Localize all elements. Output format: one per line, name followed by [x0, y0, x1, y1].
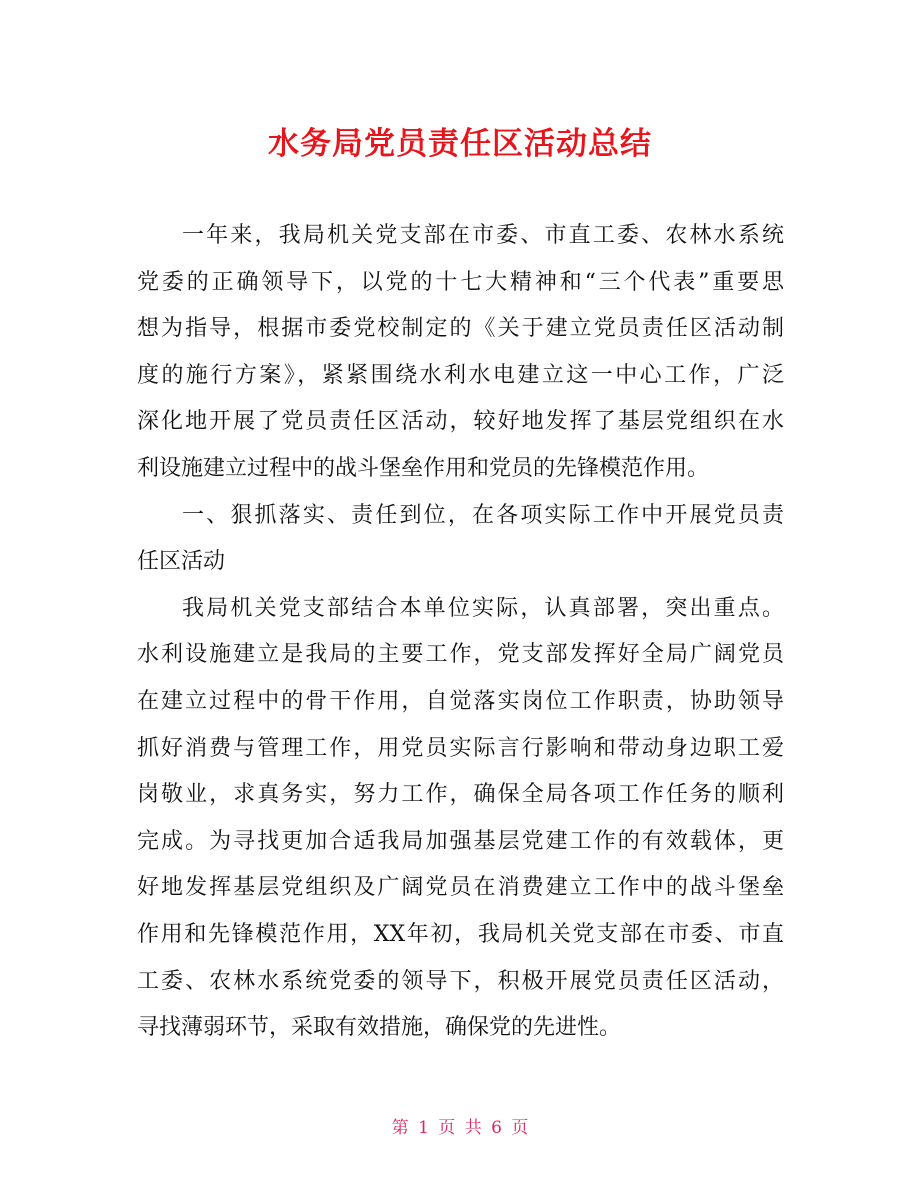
- text-line: 想为指导，根据市委党校制定的《关于建立党员责任区活动制: [137, 316, 784, 342]
- paragraph: [137, 213, 784, 493]
- text-line: 好地发挥基层党组织及广阔党员在消费建立工作中的战斗堡垒: [137, 875, 784, 901]
- document-title: 水务局党员责任区活动总结: [268, 126, 652, 162]
- text-line: 寻找薄弱环节，采取有效措施，确保党的先进性。: [137, 1015, 622, 1041]
- text-line: 岗敬业，求真务实，努力工作，确保全局各项工作任务的顺利: [137, 782, 784, 808]
- text-line: 度的施行方案》，紧紧围绕水利水电建立这一中心工作，广泛: [137, 362, 784, 388]
- text-line: 党委的正确领导下，以党的十七大精神和“三个代表”重要思: [137, 269, 784, 295]
- text-line: 一年来，我局机关党支部在市委、市直工委、农林水系统: [182, 223, 784, 248]
- text-line: 一、狠抓落实、责任到位，在各项实际工作中开展党员责: [182, 502, 784, 528]
- document-body: [137, 213, 784, 1052]
- text-line: 水利设施建立是我局的主要工作，党支部发挥好全局广阔党员: [137, 642, 784, 668]
- paragraph: [137, 493, 784, 586]
- text-line: 在建立过程中的骨干作用，自觉落实岗位工作职责，协助领导: [137, 688, 784, 714]
- text-line: 抓好消费与管理工作，用党员实际言行影响和带动身边职工爱: [137, 735, 784, 761]
- paragraph: [137, 586, 784, 1052]
- text-line: 利设施建立过程中的战斗堡垒作用和党员的先锋模范作用。: [137, 455, 710, 481]
- text-line: 作用和先锋模范作用，XX年初，我局机关党支部在市委、市直: [137, 921, 784, 947]
- text-line: 完成。为寻找更加合适我局加强基层党建工作的有效载体，更: [137, 828, 784, 854]
- text-line: 我局机关党支部结合本单位实际，认真部署，突出重点。: [182, 595, 784, 621]
- page-number-footer: 第 1 页 共 6 页: [391, 1118, 529, 1138]
- text-line: 深化地开展了党员责任区活动，较好地发挥了基层党组织在水: [137, 409, 784, 435]
- text-line: 任区活动: [137, 549, 226, 575]
- text-line: 工委、农林水系统党委的领导下，积极开展党员责任区活动，: [137, 968, 784, 994]
